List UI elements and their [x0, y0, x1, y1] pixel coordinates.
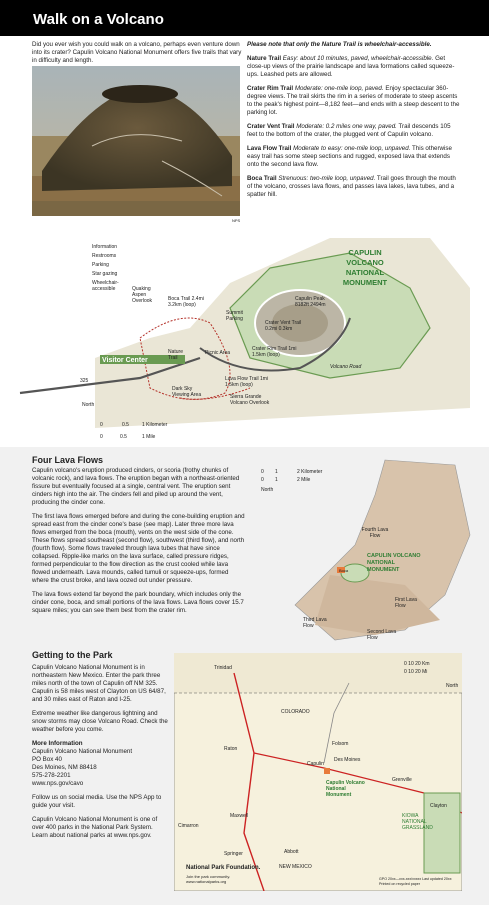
small-scale-mi-2: 2 Mile: [297, 477, 311, 483]
springer-label: Springer: [224, 851, 243, 857]
third-flow-label: Third Lava Flow: [303, 617, 327, 629]
picnic-area-label: Picnic Area: [205, 350, 231, 356]
volcano-road-label: Volcano Road: [330, 364, 362, 370]
north-arrow: North: [82, 402, 95, 408]
crater-vent-label: Crater Vent Trail 0.2mi 0.3km: [265, 320, 302, 332]
legend-wheelchair: Wheelchair-accessible: [92, 280, 119, 292]
capulin-label: Capulin: [307, 761, 324, 767]
trail-nature: Nature Trail Easy: about 10 minutes, paved, wheelchair-accessible. Get close-up views of the prairie landscape and lava formations called squeeze-ups. Leashed pets are allowed.: [247, 55, 455, 78]
small-scale-0: 0: [261, 469, 264, 475]
maxwell-label: Maxwell: [230, 813, 249, 819]
regional-north-arrow: North: [446, 683, 459, 689]
boca-trail-label: Boca Trail 2.4mi 3.2km (loop): [168, 296, 204, 308]
four-flows-p2: The first lava flows emerged before and during the cone-building eruption and spread east from the cinder cone's base (see map). Later three more lava flows emerged from the boca (mouth), vents on the west side of the cone. These flows spread southeast (second flow), southwest (third flow), and north (fourth flow). Some flows traveled through lava tubes that have since collapsed. Ripple-like marks on the lava surface, called pressure ridges, formed perpendicular to the flow direction as the crust cooled while lava flowed underneath. Lava mounds, called tumuli or squeeze-ups, formed where the crust broke, and lava oozed out under pressure.: [32, 513, 245, 584]
lava-flow-map: [255, 455, 480, 645]
fourth-flow-label: Fourth Lava Flow: [361, 527, 389, 539]
scale-km-05: 0.5: [122, 422, 129, 428]
legend-parking: Parking: [92, 262, 109, 268]
page-title: Walk on a Volcano: [33, 11, 164, 28]
getting-p1: Capulin Volcano National Monument is in northeastern New Mexico. Enter the park three miles north of the town of Capulin off NM 325. Capulin is 58 miles west of Clayton on US 64/87, and 30 miles east of Raton and I-25.: [32, 664, 166, 703]
legend-restrooms: Restrooms: [92, 253, 117, 259]
boca-label: Boca: [339, 568, 349, 573]
regional-scale-km: 0 10 20 Km: [404, 661, 430, 667]
legend-information: Information: [92, 244, 118, 250]
route-shield: 325: [80, 378, 89, 384]
page-header: [0, 0, 489, 36]
regional-monument-label: Capulin Volcano National Monument: [326, 780, 365, 798]
volcano-photo: [32, 66, 240, 216]
intro-text: Did you ever wish you could walk on a volcano, perhaps even venture down into its crater? Capulin Volcano National Monument offers five trails that vary in difficulty and length.: [32, 41, 242, 64]
print-credit: GPO 20xx—xxx-xxx/xxxxx Last updated 20xx Printed on recycled paper: [379, 877, 452, 886]
dark-sky-label: Dark Sky Viewing Area: [172, 386, 202, 398]
trail-boca: Boca Trail Strenuous: two-mile loop, unpaved. Trail goes through the mouth of the volcano, crosses lava flows, and passes lava lakes, lava tubes, and a spatter hill.: [247, 175, 456, 198]
getting-p4: Capulin Volcano National Monument is one of over 400 parks in the National Park System. Learn about national parks at www.nps.gov.: [32, 816, 158, 839]
trail-crater-rim: Crater Rim Trail Moderate: one-mile loop, paved. Enjoy spectacular 360-degree views. The trail skirts the rim in a series of moderate to steep ascents to the peak's highest point—8,182 feet—and ends with a steep descent to the parking lot.: [247, 85, 460, 116]
lava-flow-label: Lava Flow Trail 1mi 1.5km (loop): [225, 376, 269, 388]
npf-logo-text: National Park Foundation.: [186, 865, 261, 871]
sierra-grande-label: Sierra Grande Volcano Overlook: [230, 394, 270, 406]
map-title: CAPULIN VOLCANO NATIONAL MONUMENT: [342, 248, 388, 287]
photo-credit: NPS: [232, 218, 241, 223]
first-flow-label: First Lava Flow: [395, 597, 417, 609]
quaking-aspen-label: Quaking Aspen Overlook: [132, 286, 153, 304]
des-moines-label: Des Moines: [334, 757, 361, 763]
legend-star-gazing: Star gazing: [92, 271, 118, 277]
small-map-title: CAPULIN VOLCANO NATIONAL MONUMENT: [367, 553, 421, 573]
trinidad-label: Trinidad: [214, 665, 232, 671]
kiowa-label: KIOWA NATIONAL GRASSLAND: [402, 813, 433, 831]
small-north-arrow: North: [261, 487, 274, 493]
scale-mi-0: 0: [100, 434, 103, 440]
address-line-4: 575-278-2201: [32, 772, 71, 779]
trail-map: [0, 228, 489, 446]
accessibility-note: Please note that only the Nature Trail is wheelchair-accessible.: [247, 41, 432, 48]
address-line-2: PO Box 40: [32, 756, 62, 763]
colorado-label: COLORADO: [281, 709, 310, 715]
new-mexico-label: NEW MEXICO: [279, 864, 312, 870]
getting-heading: Getting to the Park: [32, 650, 113, 660]
four-flows-heading: Four Lava Flows: [32, 455, 104, 465]
npf-tagline: Join the park community. www.nationalparks.org: [186, 874, 231, 884]
regional-scale-mi: 0 10 20 Mi: [404, 669, 428, 675]
more-info-title: More Information: [32, 740, 83, 747]
four-flows-p1: Capulin volcano's eruption produced cinders, or scoria (frothy chunks of volcanic rock), and lava flows. The eruption began with a northeast-oriented fissure but eventually focused at a single, central vent. The eruption sent cinders high into the air. The cinders fell and piled up around the vent, producing the cinder cone.: [32, 467, 240, 506]
small-scale-mi-0: 0: [261, 477, 264, 483]
raton-label: Raton: [224, 746, 238, 752]
address-line-3: Des Moines, NM 88418: [32, 764, 97, 771]
regional-map: [174, 653, 462, 891]
scale-mi-1: 1 Mile: [142, 434, 156, 440]
four-flows-p3: The lava flows extend far beyond the park boundary, which includes only the cinder cone, boca, and small portions of the lava flows. Lava flows cover 15.7 square miles; you can see them best from the crater rim.: [32, 591, 244, 614]
grenville-label: Grenville: [392, 777, 412, 783]
clayton-label: Clayton: [430, 803, 447, 809]
scale-mi-05: 0.5: [120, 434, 127, 440]
trail-lava-flow: Lava Flow Trail Moderate to easy: one-mile loop, unpaved. This otherwise easy trail has some steep sections and rugged, exposed lava that extends onto the second lava flow.: [247, 145, 452, 168]
address-line-1: Capulin Volcano National Monument: [32, 748, 133, 755]
crater-rim-label: Crater Rim Trail 1mi 1.5km (loop): [252, 346, 297, 358]
capulin-peak-label: Capulin Peak 8182ft 2494m: [295, 296, 326, 308]
second-flow-label: Second Lava Flow: [367, 629, 397, 641]
getting-p3: Follow us on social media. Use the NPS App to guide your visit.: [32, 794, 162, 809]
summit-parking-label: Summit Parking: [226, 310, 243, 322]
small-scale-1: 1: [275, 469, 278, 475]
address-website[interactable]: www.nps.gov/cavo: [32, 780, 84, 787]
folsom-label: Folsom: [332, 741, 349, 747]
visitor-center-label: Visitor Center: [102, 357, 148, 364]
abbott-label: Abbott: [284, 849, 299, 855]
small-scale-2: 2 Kilometer: [297, 469, 323, 475]
cimarron-label: Cimarron: [178, 823, 199, 829]
getting-p2: Extreme weather like dangerous lightning and snow storms may close Volcano Road. Check the weather before you come.: [32, 710, 168, 733]
trail-crater-vent: Crater Vent Trail Moderate: 0.2 miles one way, paved. Trail descends 105 feet to the bottom of the crater, the plugged vent of Capulin volcano.: [247, 123, 451, 138]
small-scale-mi-1: 1: [275, 477, 278, 483]
scale-km-1: 1 Kilometer: [142, 422, 168, 428]
nature-trail-label: Nature Trail: [168, 349, 184, 361]
scale-km-0: 0: [100, 422, 103, 428]
